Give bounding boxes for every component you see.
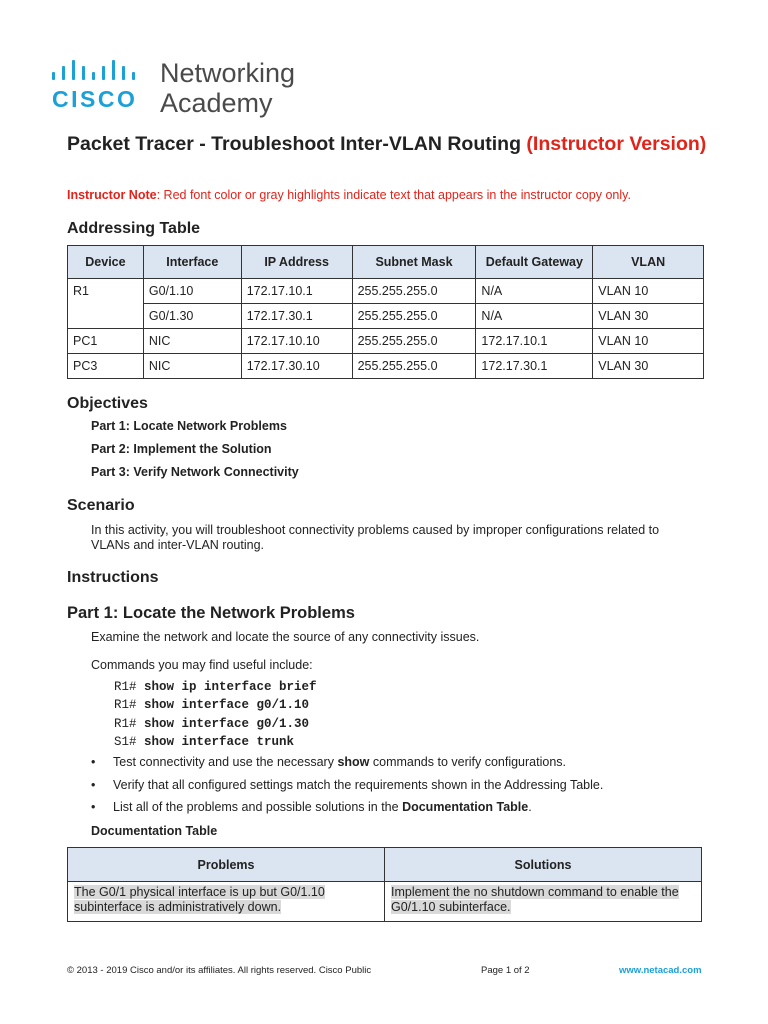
table-cell: N/A xyxy=(476,304,593,329)
footer-page-number: Page 1 of 2 xyxy=(481,965,530,976)
bullet-icon: • xyxy=(91,755,96,769)
page-title xyxy=(67,132,707,156)
table-cell: N/A xyxy=(476,279,593,304)
table-row xyxy=(68,304,704,329)
command-line xyxy=(114,734,294,750)
objective-item: Part 3: Verify Network Connectivity xyxy=(91,465,299,479)
table-row xyxy=(68,279,704,304)
highlighted-problem-text: The G0/1 physical interface is up but G0/1.10 subinterface is administratively down. xyxy=(74,885,325,914)
column-header: Default Gateway xyxy=(476,246,593,279)
bullet-text: . xyxy=(528,800,532,814)
addressing-table xyxy=(67,245,704,379)
column-header: Subnet Mask xyxy=(352,246,476,279)
addressing-table-heading: Addressing Table xyxy=(67,220,201,237)
table-cell xyxy=(385,882,702,922)
table-row xyxy=(68,354,704,379)
table-cell: G0/1.10 xyxy=(143,279,241,304)
cisco-networking-academy-logo xyxy=(52,58,312,118)
instructions-heading: Instructions xyxy=(67,569,159,586)
table-cell: 172.17.10.1 xyxy=(476,329,593,354)
footer-url-link[interactable]: www.netacad.com xyxy=(619,965,702,976)
table-row xyxy=(68,329,704,354)
command-text: show interface g0/1.30 xyxy=(144,717,310,731)
command-line xyxy=(114,679,317,695)
table-cell: 172.17.30.10 xyxy=(241,354,352,379)
cisco-bars-icon xyxy=(52,58,148,80)
table-cell xyxy=(68,304,144,329)
column-header: VLAN xyxy=(593,246,704,279)
footer-copyright: © 2013 - 2019 Cisco and/or its affiliates. All rights reserved. Cisco Public xyxy=(67,965,372,976)
table-cell: 172.17.10.10 xyxy=(241,329,352,354)
command-prompt: S1# xyxy=(114,735,145,749)
table-cell: VLAN 30 xyxy=(593,304,704,329)
objectives-heading: Objectives xyxy=(67,395,148,412)
bullet-text: Verify that all configured settings match the requirements shown in the Addressing Table. xyxy=(113,778,604,792)
command-prompt: R1# xyxy=(114,698,145,712)
command-text: show ip interface brief xyxy=(144,680,317,694)
column-header: Device xyxy=(68,246,144,279)
scenario-heading: Scenario xyxy=(67,497,135,514)
table-cell: PC1 xyxy=(68,329,144,354)
documentation-table xyxy=(67,847,702,922)
objective-item: Part 1: Locate Network Problems xyxy=(91,419,287,433)
cisco-wordmark: CISCO xyxy=(52,86,138,112)
command-line xyxy=(114,716,309,732)
table-cell: 172.17.30.1 xyxy=(476,354,593,379)
title-version: (Instructor Version) xyxy=(526,133,707,155)
bullet-text: commands to verify configurations. xyxy=(369,755,567,769)
part1-intro: Examine the network and locate the source of any connectivity issues. xyxy=(91,630,480,644)
logo-networking-text: Networking xyxy=(160,58,296,88)
table-cell: VLAN 10 xyxy=(593,329,704,354)
table-cell: 172.17.30.1 xyxy=(241,304,352,329)
bullet-icon: • xyxy=(91,800,96,814)
table-cell: PC3 xyxy=(68,354,144,379)
part1-heading: Part 1: Locate the Network Problems xyxy=(67,604,355,622)
column-header: Solutions xyxy=(385,848,702,882)
command-text: show interface g0/1.10 xyxy=(144,698,310,712)
table-cell xyxy=(68,882,385,922)
highlighted-solution-text: Implement the no shutdown command to enable the G0/1.10 subinterface. xyxy=(391,885,679,914)
table-cell: VLAN 10 xyxy=(593,279,704,304)
table-cell: G0/1.30 xyxy=(143,304,241,329)
instructor-note xyxy=(67,187,707,203)
command-text: show interface trunk xyxy=(144,735,295,749)
table-cell: 172.17.10.1 xyxy=(241,279,352,304)
table-cell: 255.255.255.0 xyxy=(352,304,476,329)
bullet-icon: • xyxy=(91,778,96,792)
column-header: Interface xyxy=(143,246,241,279)
title-main: Packet Tracer - Troubleshoot Inter-VLAN Routing xyxy=(67,133,527,155)
table-cell: R1 xyxy=(68,279,144,304)
column-header: Problems xyxy=(68,848,385,882)
command-prompt: R1# xyxy=(114,680,145,694)
instructor-note-label: Instructor Note xyxy=(67,188,157,202)
table-cell: 255.255.255.0 xyxy=(352,279,476,304)
objective-item: Part 2: Implement the Solution xyxy=(91,442,272,456)
table-row xyxy=(68,882,702,922)
command-prompt: R1# xyxy=(114,717,145,731)
bullet-bold-text: show xyxy=(337,755,370,769)
table-cell: VLAN 30 xyxy=(593,354,704,379)
commands-intro: Commands you may find useful include: xyxy=(91,658,313,672)
command-line xyxy=(114,697,309,713)
table-cell: NIC xyxy=(143,354,241,379)
scenario-text: In this activity, you will troubleshoot connectivity problems caused by improper configurations related to VLANs and inter-VLAN routing. xyxy=(91,523,660,552)
logo-academy-text: Academy xyxy=(160,88,273,118)
column-header: IP Address xyxy=(241,246,352,279)
table-cell: 255.255.255.0 xyxy=(352,354,476,379)
documentation-table-label: Documentation Table xyxy=(91,824,218,838)
instructor-note-text: : Red font color or gray highlights indicate text that appears in the instructor copy only. xyxy=(156,188,631,202)
bullet-bold-text: Documentation Table xyxy=(402,800,529,814)
bullet-text: Test connectivity and use the necessary xyxy=(113,755,338,769)
table-cell: NIC xyxy=(143,329,241,354)
addressing-table-header-row xyxy=(68,246,704,279)
documentation-header-row xyxy=(68,848,702,882)
bullet-text: List all of the problems and possible solutions in the xyxy=(113,800,403,814)
table-cell: 255.255.255.0 xyxy=(352,329,476,354)
